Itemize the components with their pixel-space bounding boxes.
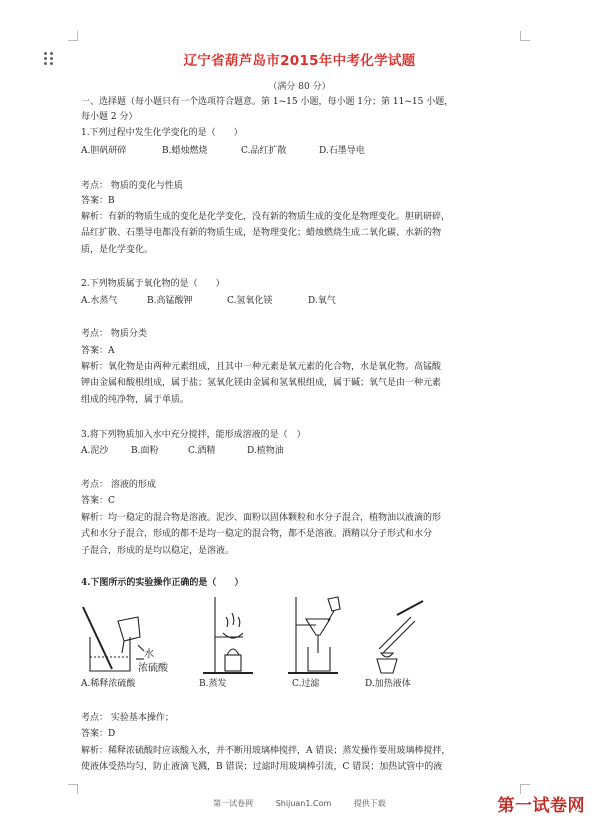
question-3-analysis-line1: 解析：均一稳定的混合物是溶液。泥沙、面粉以固体颗粒和水分子混合，植物油以液滴的形 <box>81 513 442 523</box>
crop-mark-bottom-left <box>68 784 78 794</box>
evaporation-apparatus-icon <box>203 597 253 673</box>
q4-option-d: D.加热液体 <box>365 679 411 689</box>
crop-mark-top-left <box>68 31 78 41</box>
question-4-stem: 4.下图所示的实验操作正确的是（ ） <box>81 578 244 588</box>
score-note: （满分 80 分） <box>268 82 331 92</box>
label-water: 水 <box>144 649 154 660</box>
q4-option-b: B.蒸发 <box>199 679 227 689</box>
question-1-analysis-line2: 品红扩散、石墨导电都没有新的物质生成，是物理变化；蜡烛燃烧生成二氧化碳、水新的物 <box>81 228 442 238</box>
filtration-apparatus-icon <box>288 597 340 673</box>
heating-liquid-apparatus-icon <box>377 601 423 673</box>
q1-option-a: A.胆矾研碎 <box>81 146 127 156</box>
question-1-stem: 1.下列过程中发生化学变化的是（ ） <box>81 128 243 138</box>
question-3-analysis-line3: 子混合，形成的是均以稳定，是溶液。 <box>81 546 235 556</box>
footer-site-url[interactable]: Shijuan1.Com <box>275 799 332 808</box>
q1-option-d: D.石墨导电 <box>319 146 365 156</box>
question-2-answer: 答案：A <box>81 346 115 356</box>
question-2-options <box>81 296 336 307</box>
q3-option-c: C.酒精 <box>188 446 216 456</box>
question-4-analysis-line2: 使液体受热均匀，防止液滴飞溅，B 错误；过滤时用玻璃棒引流，C 错误；加热试管中的液 <box>81 762 443 772</box>
question-2-stem: 2.下列物质属于氧化物的是（ ） <box>81 279 225 289</box>
question-4-answer: 答案：D <box>81 729 116 739</box>
question-2-topic: 考点： 物质分类 <box>81 329 147 339</box>
question-3-stem: 3.将下列物质加入水中充分搅拌，能形成溶液的是（ ） <box>81 430 306 440</box>
footer-site-name: 第一试卷网 <box>213 799 254 808</box>
question-2-analysis-line1: 解析：氧化物是由两种元素组成，且其中一种元素是氧元素的化合物，水是氧化物。高锰酸 <box>81 362 442 372</box>
question-4-topic: 考点： 实验基本操作； <box>81 713 174 723</box>
q3-option-b: B.面粉 <box>131 446 159 456</box>
section-instruction-line2: 每小题 2 分） <box>81 112 138 122</box>
question-3-analysis-line2: 式和水分子混合，形成的都不是均一稳定的混合物，都不是溶液。酒精以分子形式和水分 <box>81 529 433 539</box>
crop-mark-top-right <box>520 31 530 41</box>
q1-option-b: B.蜡烛燃烧 <box>162 146 208 156</box>
diluting-acid-apparatus-icon <box>83 607 144 671</box>
footer-download-note: 提供下载 <box>353 799 386 808</box>
question-4-analysis-line1: 解析：稀释浓硫酸时应该酸入水，并不断用玻璃棒搅拌，A 错误；蒸发操作要用玻璃棒搅拌， <box>81 746 451 756</box>
q1-option-c: C.品红扩散 <box>241 146 287 156</box>
question-2-analysis-line2: 钾由金属和酸根组成，属于盐；氢氧化镁由金属和氢氧根组成，属于碱；氧气是由一种元素 <box>81 378 442 388</box>
lab-operations-figure <box>78 595 528 690</box>
label-concentrated-acid: 浓硫酸 <box>138 663 168 674</box>
q2-option-c: C.氢氧化镁 <box>227 296 273 306</box>
q2-option-b: B.高锰酸钾 <box>147 296 193 306</box>
watermark-logo: 第一试卷网 <box>497 796 585 816</box>
page-title: 辽宁省葫芦岛市2015年中考化学试题 <box>183 53 416 69</box>
q4-option-c: C.过滤 <box>292 679 320 689</box>
section-instruction-line1: 一、选择题（每小题只有一个选项符合题意。第 1~15 小题，每小题 1分；第 11~15 小题， <box>81 97 454 107</box>
q3-option-d: D.植物油 <box>247 446 284 456</box>
q4-option-a: A.稀释浓硫酸 <box>81 679 136 689</box>
question-3-topic: 考点： 溶液的形成 <box>81 480 156 490</box>
question-3-options <box>81 446 284 457</box>
question-1-analysis-line3: 质，是化学变化。 <box>81 245 154 255</box>
question-3-answer: 答案：C <box>81 496 115 506</box>
question-1-topic: 考点： 物质的变化与性质 <box>81 181 183 191</box>
q3-option-a: A.泥沙 <box>81 446 109 456</box>
question-1-options <box>81 146 365 157</box>
question-1-answer: 答案：B <box>81 196 115 206</box>
question-2-analysis-line3: 组成的纯净物，属于单质。 <box>81 395 190 405</box>
q2-option-a: A.水蒸气 <box>81 296 118 306</box>
q2-option-d: D.氧气 <box>308 296 336 306</box>
question-1-analysis-line1: 解析：有新的物质生成的变化是化学变化，没有新的物质生成的变化是物理变化。胆矾研碎， <box>81 212 451 222</box>
